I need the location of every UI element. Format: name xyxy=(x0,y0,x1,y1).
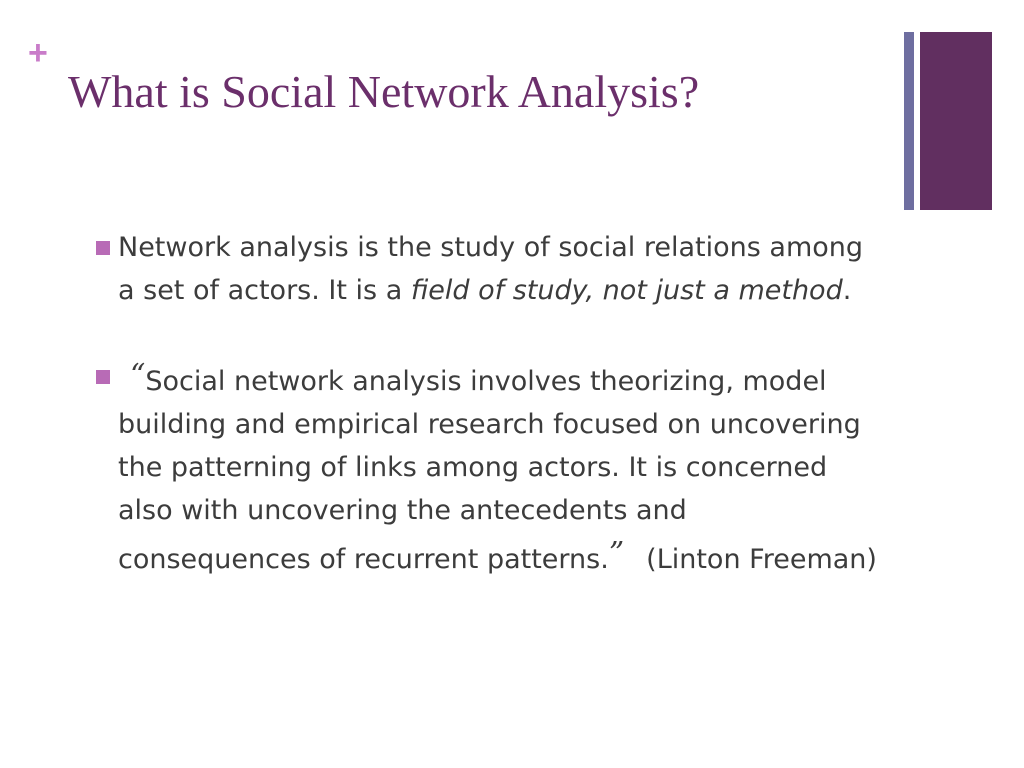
bullet-item xyxy=(92,226,882,312)
plus-icon: + xyxy=(28,34,48,72)
bullet-list xyxy=(92,226,882,581)
accent-bar-thick xyxy=(920,32,992,210)
bullet-italic-text: field of study, not just a method xyxy=(410,275,843,306)
open-quote: “ xyxy=(130,358,146,393)
bullet-item xyxy=(92,354,882,581)
slide-title: What is Social Network Analysis? xyxy=(68,66,700,117)
quote-text: Social network analysis involves theorizing, model building and empirical research focused on uncovering the patterning of links among actors. It is concerned also with uncovering the antecedents and consequences of recurrent patterns. xyxy=(118,366,861,575)
bullet-text-end: . xyxy=(842,275,852,306)
accent-bar-thin xyxy=(904,32,914,210)
close-quote: ” xyxy=(608,536,625,571)
bullet-text: Network analysis is the study of social relations among a set of actors. It is a xyxy=(118,232,864,306)
square-bullet-icon xyxy=(96,370,110,384)
square-bullet-icon xyxy=(96,241,110,255)
quote-attribution: (Linton Freeman) xyxy=(646,544,877,575)
